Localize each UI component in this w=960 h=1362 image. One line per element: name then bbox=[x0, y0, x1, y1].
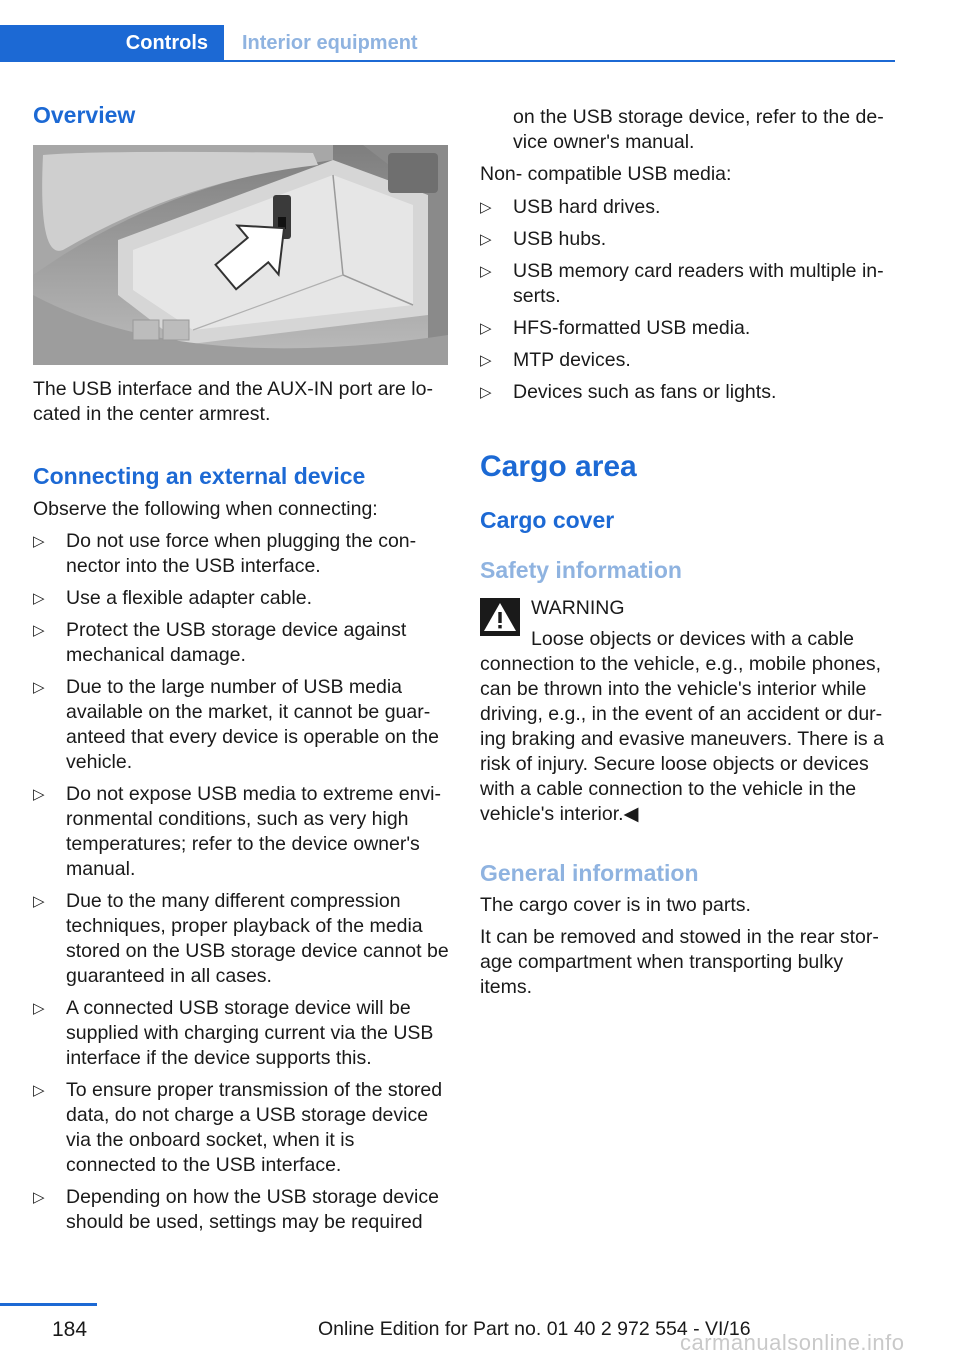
tab-interior-equipment: Interior equipment bbox=[242, 32, 418, 54]
connecting-list bbox=[33, 529, 449, 1242]
list-item: ▷ USB memory card readers with multiple in‐serts. bbox=[480, 259, 895, 309]
tab-controls: Controls bbox=[0, 25, 224, 61]
list-item: ▷ Depending on how the USB storage device should be used, settings may be required bbox=[33, 1185, 449, 1235]
list-item: ▷ Due to the many different compression techniques, proper playback of the media stored on the USB storage device cannot be guaranteed in all cases. bbox=[33, 889, 449, 989]
list-item: ▷ A connected USB storage device will be supplied with charging current via the USB interface if the device supports this. bbox=[33, 996, 449, 1071]
overview-heading: Overview bbox=[33, 102, 136, 128]
cargo-cover-heading: Cargo cover bbox=[480, 507, 615, 533]
list-item: ▷ HFS-formatted USB media. bbox=[480, 316, 895, 341]
list-item: ▷ Protect the USB storage device against mechanical damage. bbox=[33, 618, 449, 668]
armrest-illustration bbox=[33, 145, 448, 365]
general-information-heading: General information bbox=[480, 860, 699, 886]
list-item: ▷ Do not use force when plugging the con‐nector into the USB interface. bbox=[33, 529, 449, 579]
image-caption: The USB interface and the AUX-IN port are lo‐cated in the center armrest. bbox=[33, 378, 433, 425]
warning-icon bbox=[480, 598, 520, 636]
armrest-usb-photo bbox=[33, 145, 448, 365]
list-item: ▷ Do not expose USB media to extreme envi‐ronmental conditions, such as very high temperatures; refer to the device owner's manual. bbox=[33, 782, 449, 882]
list-item: ▷ USB hubs. bbox=[480, 227, 895, 252]
list-item: ▷ Use a flexible adapter cable. bbox=[33, 586, 449, 611]
safety-information-heading: Safety information bbox=[480, 557, 682, 583]
edition-text: Online Edition for Part no. 01 40 2 972 554 - VI/16 bbox=[318, 1318, 751, 1340]
list-item: ▷ Due to the large number of USB media available on the market, it cannot be guar‐anteed that every device is operable on the vehicle. bbox=[33, 675, 449, 775]
warning-first-line: Loose objects or devices with a cable bbox=[531, 628, 855, 650]
continuation-text: on the USB storage device, refer to the de‐vice owner's manual. bbox=[513, 106, 884, 153]
list-item: ▷ Devices such as fans or lights. bbox=[480, 380, 895, 405]
list-item: ▷ USB hard drives. bbox=[480, 195, 895, 220]
warning-label: WARNING bbox=[531, 597, 625, 619]
connecting-intro: Observe the following when connecting: bbox=[33, 498, 378, 520]
footer-rule bbox=[0, 1303, 97, 1306]
cargo-area-heading: Cargo area bbox=[480, 450, 637, 483]
warning-text: connection to the vehicle, e.g., mobile phones, can be thrown into the vehicle's interior while driving, e.g., in the event of an accident or dur‐ing braking and evasive maneuvers. There is a risk of injury. Secure loose objects or devices with a cable connection to the vehicle in the vehicle's interior.◀ bbox=[480, 653, 884, 825]
general-text-2: It can be removed and stowed in the rear stor‐age compartment when transporting bulky items. bbox=[480, 926, 879, 998]
non-compatible-intro: Non- compatible USB media: bbox=[480, 163, 732, 185]
watermark: carmanualsonline.info bbox=[680, 1330, 905, 1355]
page-number: 184 bbox=[52, 1318, 88, 1341]
non-compatible-list bbox=[480, 195, 895, 412]
general-text-1: The cargo cover is in two parts. bbox=[480, 894, 751, 916]
header-rule bbox=[0, 60, 895, 62]
connecting-heading: Connecting an external device bbox=[33, 463, 366, 489]
list-item: ▷ MTP devices. bbox=[480, 348, 895, 373]
list-item: ▷ To ensure proper transmission of the stored data, do not charge a USB storage device via the onboard socket, when it is connected to the USB interface. bbox=[33, 1078, 449, 1178]
